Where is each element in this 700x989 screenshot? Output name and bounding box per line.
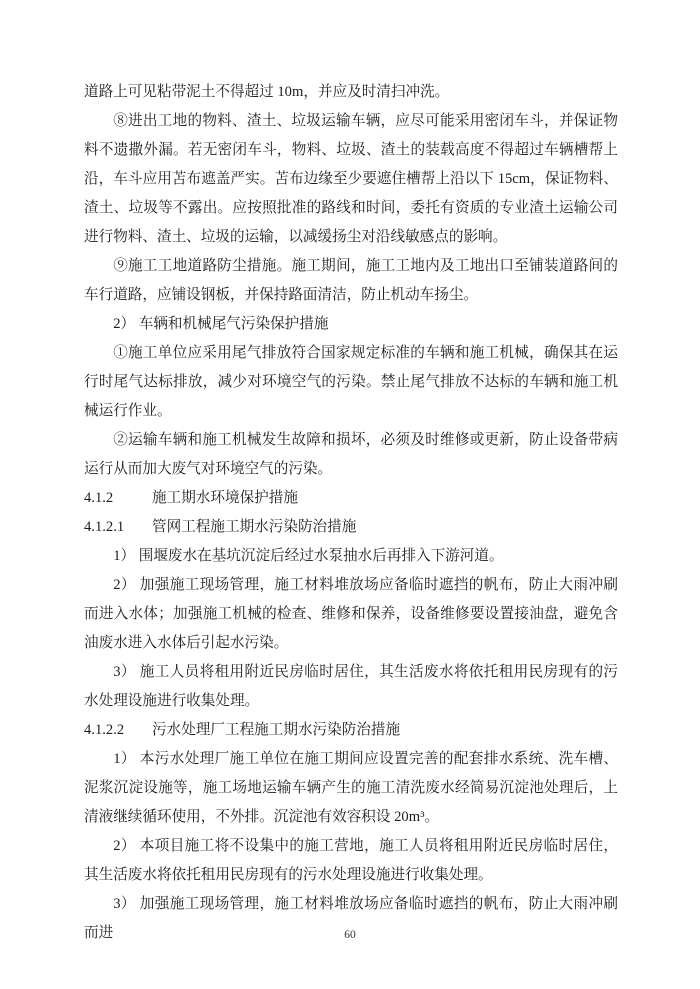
section-heading-4-1-2-2 xyxy=(84,716,618,745)
paragraph-list-2-vehicle-exhaust-heading: 2） 车辆和机械尾气污染保护措施 xyxy=(113,316,329,332)
section-title: 污水处理厂工程施工期水污染防治措施 xyxy=(152,722,401,738)
paragraph-list-2-no-camp: 2） 本项目施工将不设集中的施工营地，施工人员将租用附近民房临时居住，其生活废水将依托租用民房现有的污水处理设施进行收集处理。 xyxy=(84,838,618,883)
paragraph-list-3-worker-housing: 3） 施工人员将租用附近民房临时居住，其生活废水将依托租用民房现有的污水处理设施进行收集处理。 xyxy=(84,664,618,709)
page-number: 60 xyxy=(344,929,356,941)
paragraph-item-1-exhaust-standards: ①施工单位应采用尾气排放符合国家规定标准的车辆和施工机械，确保其在运行时尾气达标排放，减少对环境空气的污染。禁止尾气排放不达标的车辆和施工机械运行作业。 xyxy=(84,345,618,419)
paragraph-item-8-transport-vehicles: ⑧进出工地的物料、渣土、垃圾运输车辆，应尽可能采用密闭车斗，并保证物料不遗撒外漏。若无密闭车斗，物料、垃圾、渣土的装载高度不得超过车辆槽帮上沿，车斗应用苫布遮盖严实。苫布边缘至少要遮住槽帮上沿以下 15cm，保证物料、渣土、垃圾等不露出。应按照批准的路线和时间，委托有资质的专业渣土运输公司进行物料、渣土、垃圾的运输，以减缓扬尘对沿线敏感点的影响。 xyxy=(84,113,618,245)
page-footer xyxy=(0,925,700,943)
paragraph-list-1-cofferdam-wastewater: 1） 围堰废水在基坑沉淀后经过水泵抽水后再排入下游河道。 xyxy=(113,548,504,564)
paragraph-road-mud-continuation: 道路上可见粘带泥土不得超过 10m，并应及时清扫冲洗。 xyxy=(84,84,450,100)
paragraph-list-1-drainage-system: 1） 本污水处理厂施工单位在施工期间应设置完善的配套排水系统、洗车槽、泥浆沉淀设施等，施工场地运输车辆产生的施工清洗废水经简易沉淀池处理后，上清液继续循环使用，不外排。沉淀池有效容积设 20m³。 xyxy=(84,751,618,825)
paragraph-list-3-site-management-partial: 3） 加强施工现场管理，施工材料堆放场应备临时遮挡的帆布，防止大雨冲刷而进 xyxy=(84,896,618,941)
paragraph-item-9-road-dust-control: ⑨施工工地道路防尘措施。施工期间，施工工地内及工地出口至铺装道路间的车行道路，应铺设钢板，并保持路面清洁，防止机动车扬尘。 xyxy=(84,258,618,303)
section-heading-4-1-2 xyxy=(84,484,618,513)
section-number: 4.1.2 xyxy=(84,490,114,506)
section-title: 施工期水环境保护措施 xyxy=(152,490,298,506)
section-number: 4.1.2.1 xyxy=(84,519,125,535)
section-number: 4.1.2.2 xyxy=(84,722,125,738)
section-heading-4-1-2-1 xyxy=(84,513,618,542)
paragraph-item-2-machine-maintenance: ②运输车辆和施工机械发生故障和损坏，必须及时维修或更新，防止设备带病运行从而加大废气对环境空气的污染。 xyxy=(84,432,618,477)
paragraph-list-2-site-management: 2） 加强施工现场管理，施工材料堆放场应备临时遮挡的帆布，防止大雨冲刷而进入水体；加强施工机械的检查、维修和保养，设备维修要设置接油盘，避免含油废水进入水体后引起水污染。 xyxy=(84,577,618,651)
document-body xyxy=(84,78,618,948)
section-title: 管网工程施工期水污染防治措施 xyxy=(152,519,357,535)
